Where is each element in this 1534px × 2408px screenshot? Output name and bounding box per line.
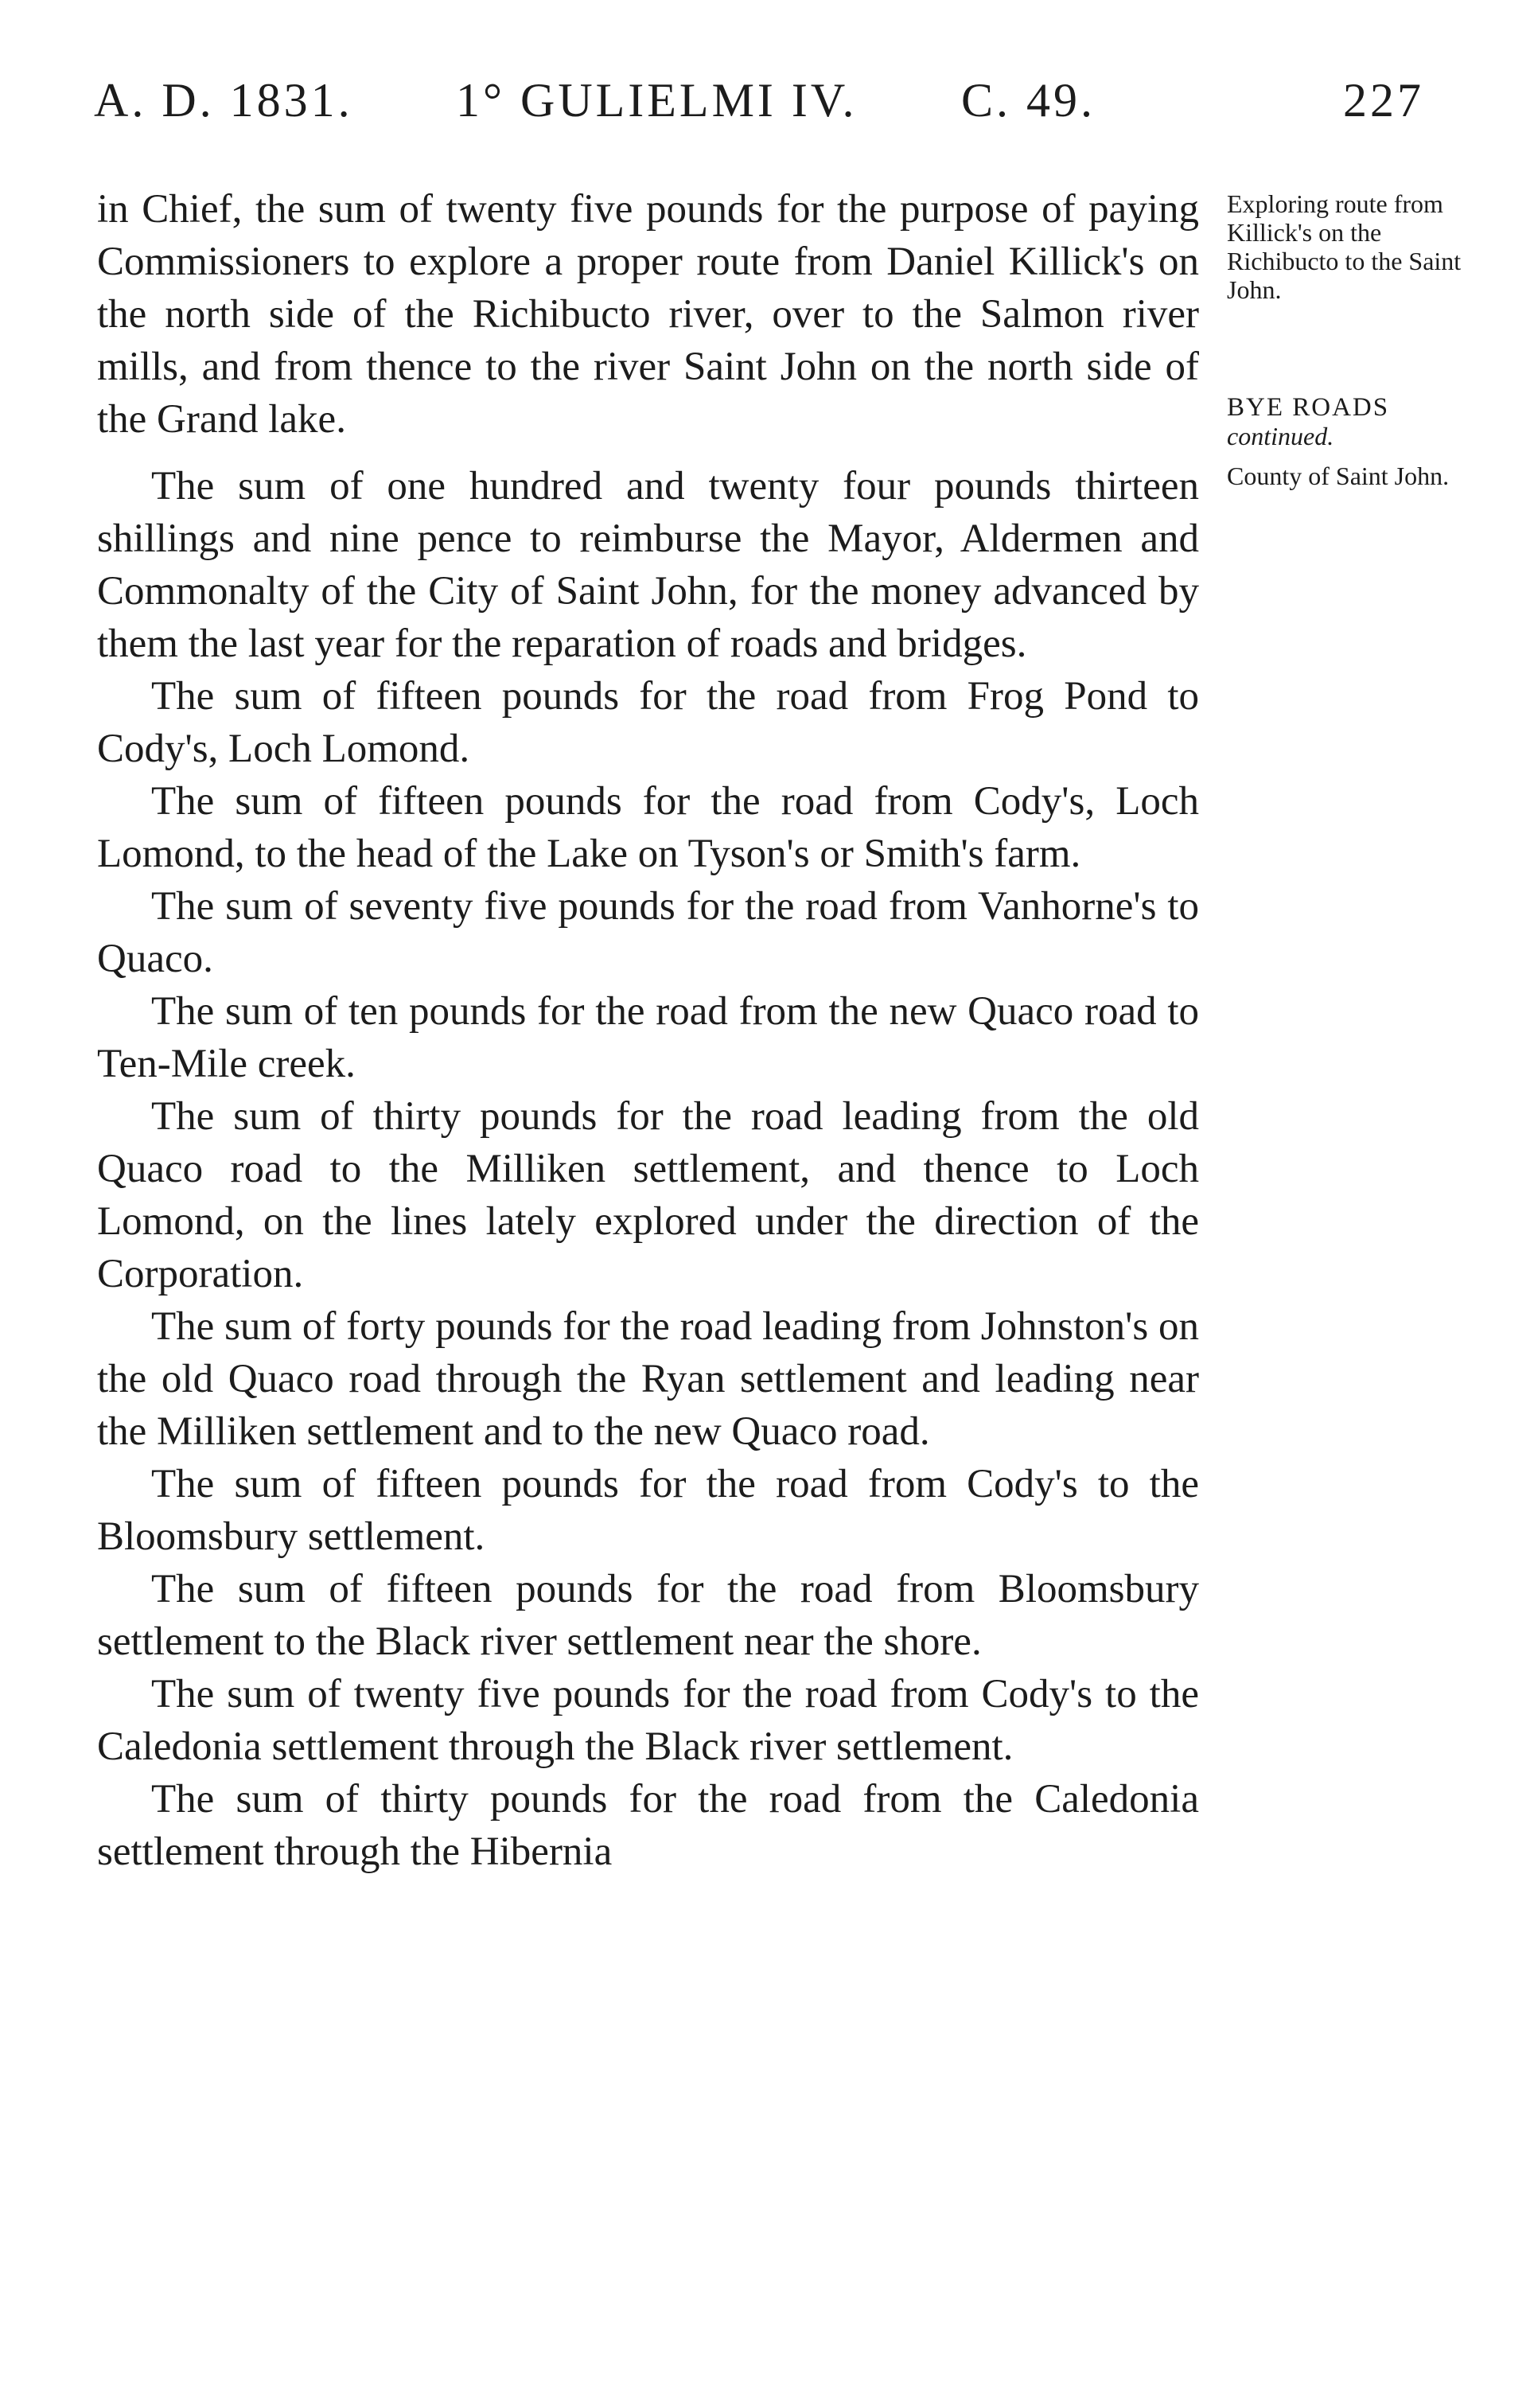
margin-note-bye-roads: BYE ROADS [1227,393,1390,422]
paragraph-frog-pond: The sum of fifteen pounds for the road from Frog Pond to Cody's, Loch Lomond. [97,674,1199,771]
header-chapter: C. 49. [961,74,1096,127]
paragraph-ten-mile-creek: The sum of ten pounds for the road from the new Quaco road to Ten-Mile creek. [97,989,1199,1086]
paragraph-caledonia: The sum of twenty five pounds for the road from Cody's to the Caledonia settlement through the Black river settlement. [97,1672,1199,1769]
paragraph-milliken-settlement: The sum of thirty pounds for the road leading from the old Quaco road to the Milliken settlement, and thence to Loch Lomond, on the lines lately explored under the direction of the Corporation. [97,1094,1199,1296]
paragraph-vanhorne-quaco: The sum of seventy five pounds for the road from Vanhorne's to Quaco. [97,884,1199,981]
header-regnal-year: 1° GULIELMI IV. [456,74,858,127]
paragraph-hibernia: The sum of thirty pounds for the road from the Caledonia settlement through the Hibernia [97,1777,1199,1874]
paragraph-bloomsbury: The sum of fifteen pounds for the road from Cody's to the Bloomsbury settlement. [97,1462,1199,1559]
page-number: 227 [1343,74,1424,127]
running-head [94,73,1446,137]
paragraph-reimburse-saint-john: The sum of one hundred and twenty four pounds thirteen shillings and nine pence to reimburse the Mayor, Aldermen and Commonalty of the City of Saint John, for the money advanced by them the last year for the reparation of roads and bridges. [97,464,1199,666]
margin-notes [1227,189,1466,490]
paragraph-exploring-route: in Chief, the sum of twenty five pounds for the purpose of paying Commissioners to explore a proper route from Daniel Killick's on the north side of the Richibucto river, over to the Salmon river mills, and from thence to the river Saint John on the north side of the Grand lake. [97,187,1199,442]
margin-note-continued: continued. [1227,422,1334,450]
paragraph-ryan-settlement: The sum of forty pounds for the road leading from Johnston's on the old Quaco road through the Ryan settlement and leading near the Milliken settlement and to the new Quaco road. [97,1304,1199,1454]
main-text-column [97,183,1199,1878]
margin-note-exploring-route: Exploring route from Killick's on the Richibucto to the Saint John. [1227,189,1462,304]
margin-note-county: County of Saint John. [1227,462,1450,490]
paragraph-black-river: The sum of fifteen pounds for the road from Bloomsbury settlement to the Black river settlement near the shore. [97,1567,1199,1664]
paragraph-codys-loch-lomond: The sum of fifteen pounds for the road from Cody's, Loch Lomond, to the head of the Lake on Tyson's or Smith's farm. [97,779,1199,876]
header-date: A. D. 1831. [94,74,353,127]
